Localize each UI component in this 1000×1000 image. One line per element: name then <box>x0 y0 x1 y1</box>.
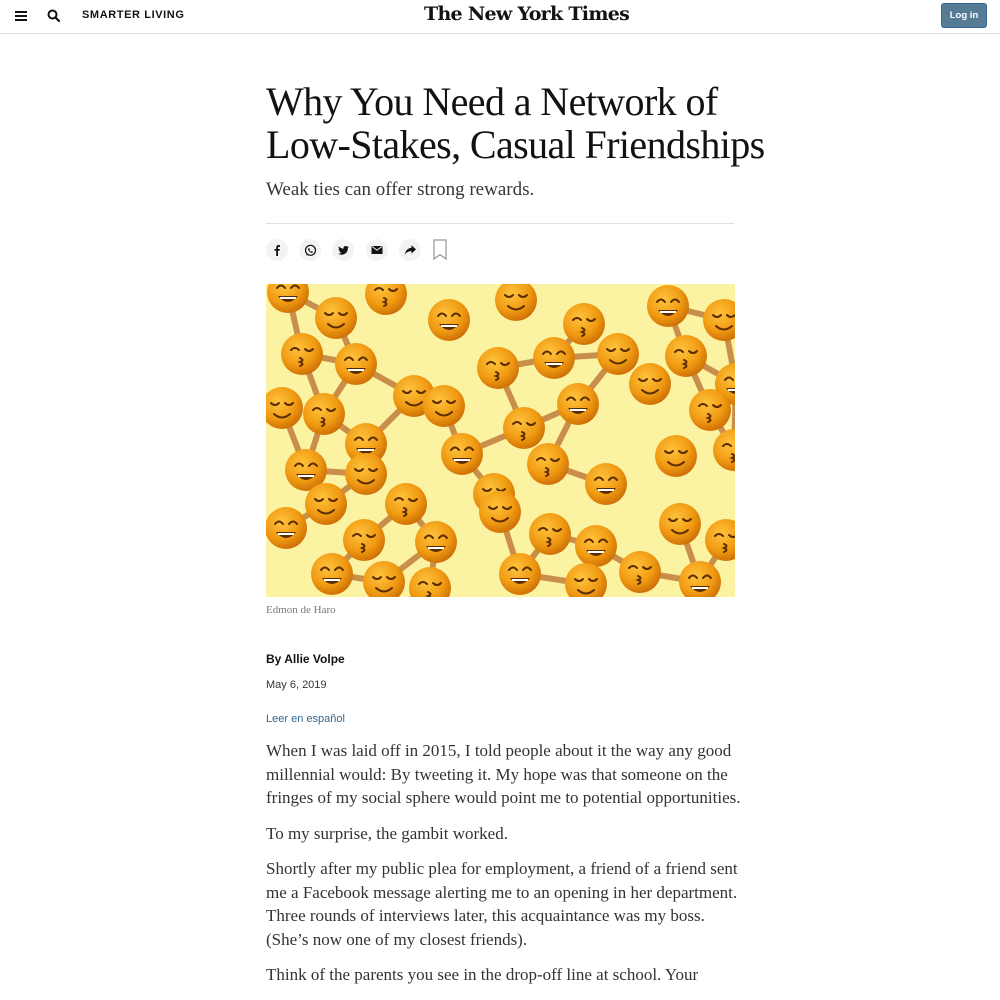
author-link[interactable]: Allie Volpe <box>284 652 345 666</box>
nyt-logo[interactable]: The New York Times <box>424 3 630 25</box>
section-name-link[interactable]: SMARTER LIVING <box>82 9 185 21</box>
smiley-face-icon <box>533 337 575 379</box>
smiley-face-icon <box>585 463 627 505</box>
smiley-face-icon <box>315 297 357 339</box>
smiley-face-icon <box>597 333 639 375</box>
byline <box>266 652 345 666</box>
body-paragraph: Think of the parents you see in the drop-off line at school. Your <box>266 965 699 984</box>
smiley-face-icon <box>343 519 385 561</box>
smiley-face-icon <box>335 343 377 385</box>
twitter-icon[interactable] <box>332 239 354 261</box>
smiley-face-icon <box>619 551 661 593</box>
article-illustration <box>266 284 735 597</box>
smiley-face-icon <box>281 333 323 375</box>
spanish-translation-link[interactable]: Leer en español <box>266 713 345 725</box>
byline-prefix: By <box>266 652 282 666</box>
hamburger-menu-icon[interactable] <box>11 7 31 25</box>
smiley-face-icon <box>529 513 571 555</box>
whatsapp-icon[interactable] <box>299 239 321 261</box>
smiley-face-icon <box>311 553 353 595</box>
smiley-face-icon <box>441 433 483 475</box>
smiley-face-icon <box>345 453 387 495</box>
smiley-face-icon <box>415 521 457 563</box>
smiley-face-icon <box>428 299 470 341</box>
smiley-face-icon <box>479 491 521 533</box>
log-in-button[interactable]: Log in <box>941 3 987 28</box>
header-divider <box>266 223 734 224</box>
smiley-face-icon <box>659 503 701 545</box>
smiley-face-icon <box>423 385 465 427</box>
bookmark-icon[interactable] <box>433 239 447 261</box>
body-paragraph: Shortly after my public plea for employment, a friend of a friend sent me a Facebook message alerting me to an opening in her department. Three rounds of interviews later, this acquaintance was my boss. (She’s now one of my closest friends). <box>266 859 738 949</box>
smiley-face-icon <box>689 389 731 431</box>
smiley-face-icon <box>305 483 347 525</box>
smiley-face-icon <box>563 303 605 345</box>
top-bar <box>0 0 1000 34</box>
share-toolbar <box>266 239 734 263</box>
publish-date: May 6, 2019 <box>266 679 327 691</box>
body-paragraph: When I was laid off in 2015, I told people about it the way any good millennial would: By tweeting it. My hope was that someone on the fringes of my social sphere would point me to potential opportunities. <box>266 741 741 807</box>
article-summary: Weak ties can offer strong rewards. <box>266 179 535 200</box>
smiley-network-illustration <box>266 284 735 597</box>
smiley-face-icon <box>499 553 541 595</box>
email-icon[interactable] <box>366 239 388 261</box>
smiley-face-icon <box>303 393 345 435</box>
smiley-face-icon <box>477 347 519 389</box>
smiley-face-icon <box>575 525 617 567</box>
smiley-face-icon <box>557 383 599 425</box>
article-body <box>266 739 746 999</box>
facebook-icon[interactable] <box>266 239 288 261</box>
smiley-face-icon <box>527 443 569 485</box>
smiley-face-icon <box>385 483 427 525</box>
smiley-face-icon <box>629 363 671 405</box>
image-credit: Edmon de Haro <box>266 604 336 616</box>
article-headline: Why You Need a Network of Low-Stakes, Casual Friendships <box>266 79 765 167</box>
smiley-face-icon <box>655 435 697 477</box>
body-paragraph: To my surprise, the gambit worked. <box>266 823 508 843</box>
smiley-face-icon <box>647 285 689 327</box>
search-icon[interactable] <box>45 7 63 25</box>
smiley-face-icon <box>266 507 307 549</box>
share-arrow-icon[interactable] <box>399 239 421 261</box>
smiley-face-icon <box>665 335 707 377</box>
smiley-face-icon <box>503 407 545 449</box>
